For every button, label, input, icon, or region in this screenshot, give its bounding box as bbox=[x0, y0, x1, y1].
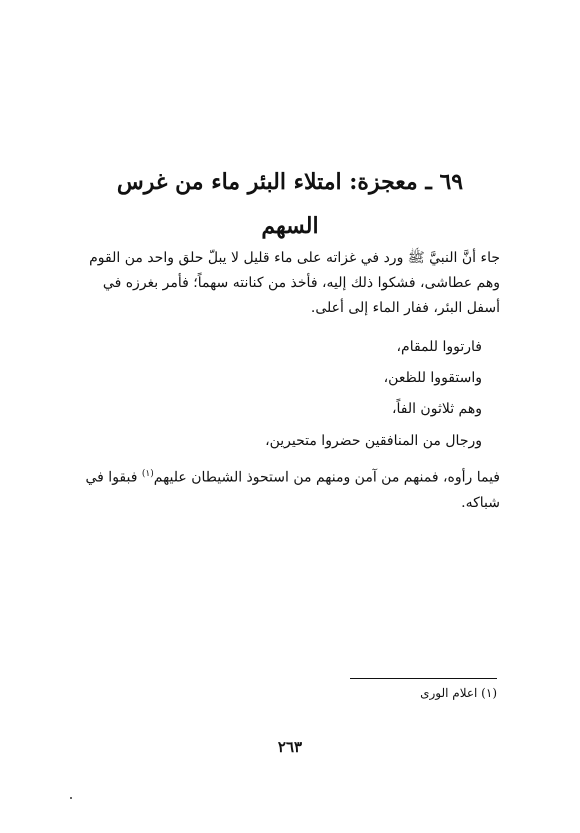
paragraph-2-text: فيما رأوه، فمنهم من آمن ومنهم من استحوذ الشيطان عليهم bbox=[153, 469, 500, 486]
footnote-divider bbox=[350, 678, 497, 679]
paragraph-1: جاء أنَّ النبيَّ ﷺ ورد في غزاته على ماء قليل لا يبلّ حلق واحد من القوم وهم عطاشى، فشكوا ذلك إليه، فأخذ من كنانته سهماً؛ فأمر بغرزه في أسفل البئر، ففار الماء إلى أعلى. bbox=[89, 250, 500, 316]
page-number: ٢٦٣ bbox=[277, 738, 303, 756]
chapter-heading bbox=[80, 160, 500, 248]
heading-line-2: السهم bbox=[261, 213, 319, 239]
verse-line-2: واستقووا للظعن، bbox=[383, 370, 482, 386]
verse-line-3: وهم ثلاثون الفاً، bbox=[391, 401, 482, 417]
verse-line-1: فارتووا للمقام، bbox=[396, 339, 482, 355]
paragraph-2-text-end: فبقوا في شباكه. bbox=[85, 469, 500, 511]
footnote-marker: (١) bbox=[141, 469, 154, 479]
verse-line-4: ورجال من المنافقين حضروا متحيرين، bbox=[265, 433, 482, 449]
footnote: (١) اعلام الورى bbox=[420, 686, 497, 700]
paragraph-2 bbox=[70, 462, 500, 516]
heading-line-1: ٦٩ ـ معجزة: امتلاء البئر ماء من غرس bbox=[116, 169, 464, 195]
scan-speck bbox=[70, 797, 72, 799]
